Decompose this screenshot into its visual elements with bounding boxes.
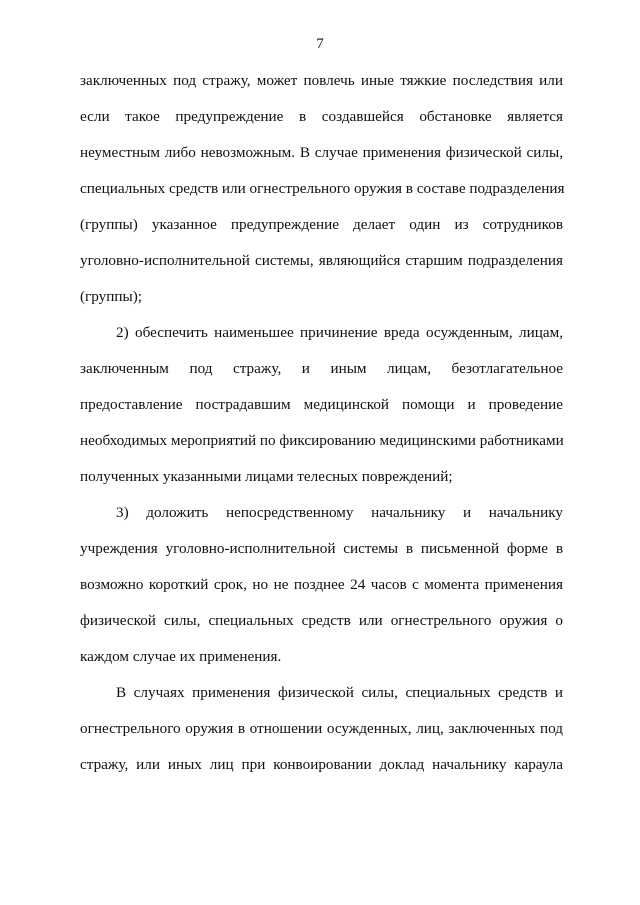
text-line: стражу, или иных лиц при конвоировании доклад начальнику караула (80, 756, 563, 773)
text-line: полученных указанными лицами телесных повреждений; (80, 468, 453, 485)
text-line: учреждения уголовно-исполнительной системы в письменной форме в (80, 540, 563, 557)
text-line: 3) доложить непосредственному начальнику и начальнику (116, 504, 563, 521)
text-line: заключенным под стражу, и иным лицам, безотлагательное (80, 360, 563, 377)
text-line: 2) обеспечить наименьшее причинение вреда осужденным, лицам, (116, 324, 563, 341)
text-line: предоставление пострадавшим медицинской помощи и проведение (80, 396, 563, 413)
text-line: возможно короткий срок, но не позднее 24 часов с момента применения (80, 576, 563, 593)
text-line: (группы) указанное предупреждение делает один из сотрудников (80, 216, 563, 233)
text-line: заключенных под стражу, может повлечь иные тяжкие последствия или (80, 72, 563, 89)
page-number: 7 (316, 36, 324, 52)
text-line: (группы); (80, 288, 143, 305)
text-line: физической силы, специальных средств или огнестрельного оружия о (80, 612, 563, 629)
text-line: В случаях применения физической силы, специальных средств и (116, 684, 563, 701)
text-line: уголовно-исполнительной системы, являющийся старшим подразделения (80, 252, 563, 269)
text-line: необходимых мероприятий по фиксированию медицинскими работниками (80, 432, 564, 449)
text-line: неуместным либо невозможным. В случае применения физической силы, (80, 144, 563, 161)
text-line: огнестрельного оружия в отношении осужденных, лиц, заключенных под (80, 720, 563, 737)
text-line: специальных средств или огнестрельного оружия в составе подразделения (80, 180, 565, 197)
text-line: каждом случае их применения. (80, 648, 282, 665)
text-line: если такое предупреждение в создавшейся обстановке является (80, 108, 563, 125)
